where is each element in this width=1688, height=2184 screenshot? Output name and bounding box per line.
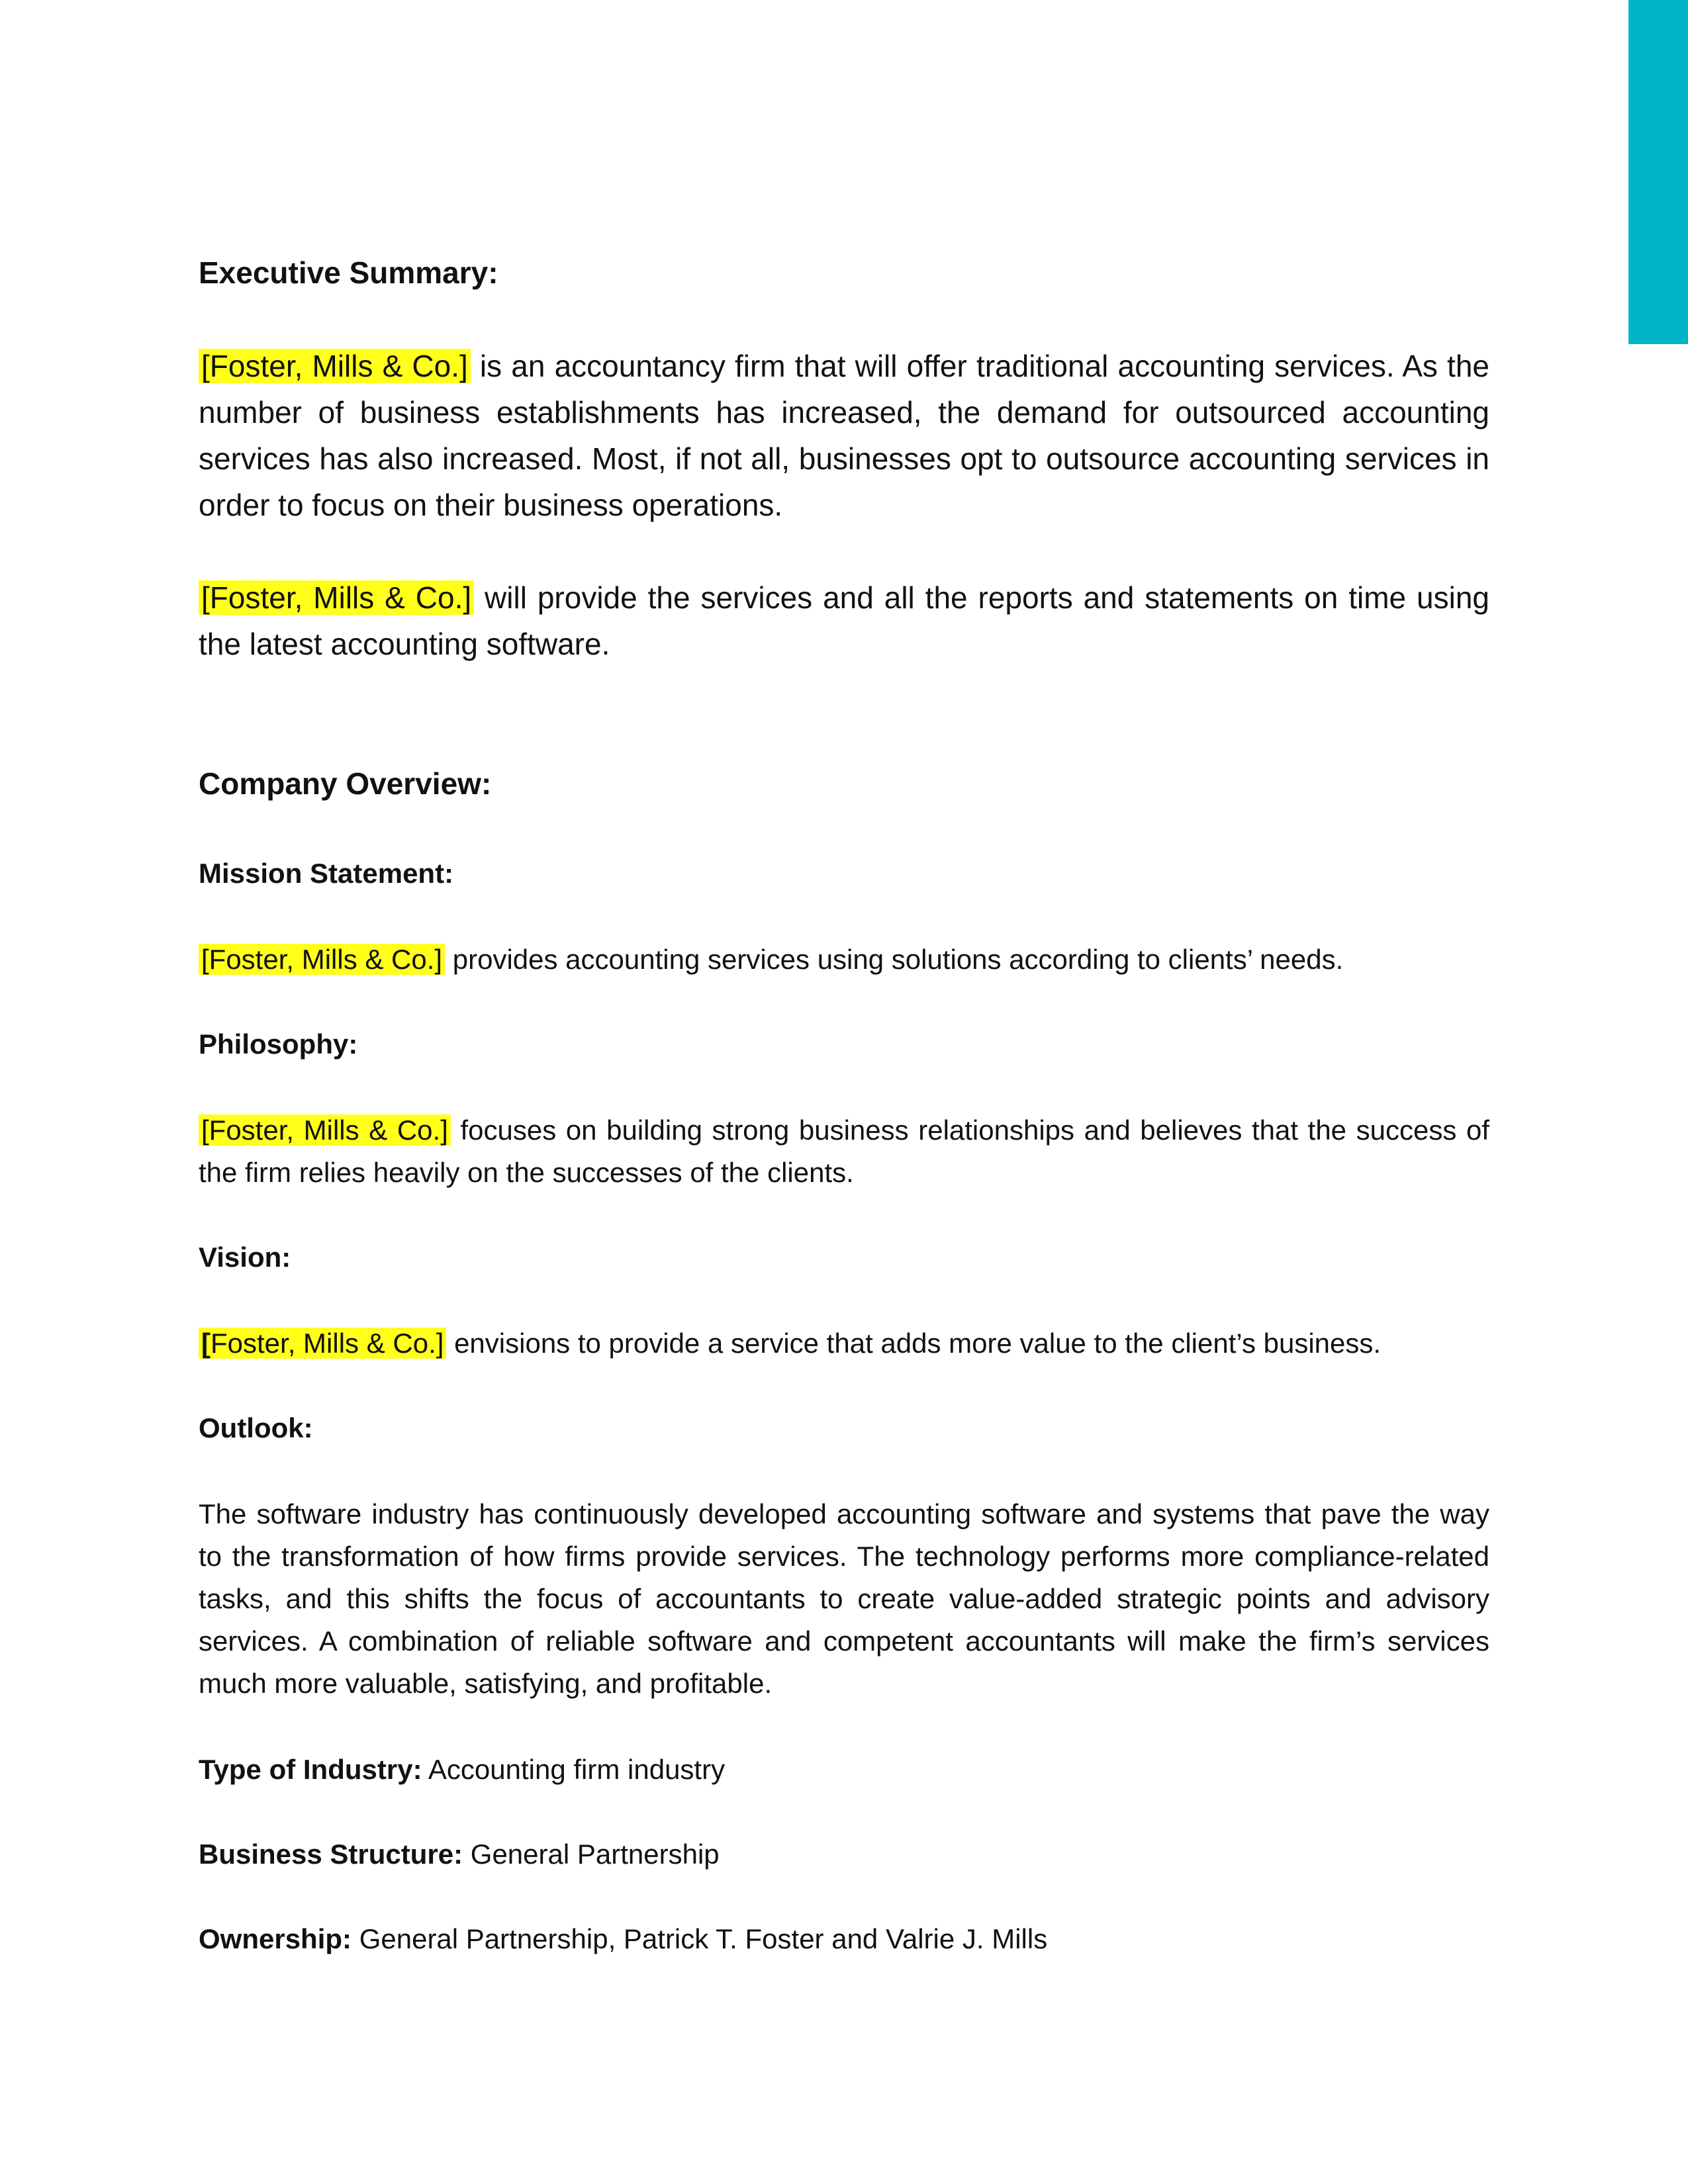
philosophy-paragraph xyxy=(199,1109,1489,1194)
business-structure-line xyxy=(199,1833,1489,1876)
company-name-highlight: [Foster, Mills & Co.] xyxy=(199,349,471,383)
paragraph-text: provides accounting services using solutions according to clients’ needs. xyxy=(445,944,1344,975)
ownership-label: Ownership: xyxy=(199,1923,352,1954)
paragraph-text: focuses on building strong business relationships and believes that the success of the firm relies heavily on the successes of the clients. xyxy=(199,1115,1489,1188)
ownership-line xyxy=(199,1918,1489,1960)
company-name-highlight: [Foster, Mills & Co.] xyxy=(199,944,445,975)
company-overview-heading: Company Overview: xyxy=(199,766,492,801)
type-of-industry-line xyxy=(199,1749,1489,1791)
vision-paragraph xyxy=(199,1322,1489,1365)
type-of-industry-value: Accounting firm industry xyxy=(422,1754,726,1785)
accent-tab xyxy=(1628,0,1688,344)
mission-statement-paragraph xyxy=(199,938,1489,981)
outlook-heading: Outlook: xyxy=(199,1412,313,1443)
outlook-paragraph: The software industry has continuously developed accounting software and systems that pave the way to the transformation of how firms provide services. The technology performs more compliance-related tasks, and this shifts the focus of accountants to create value-added strategic points and advisory services. A combination of reliable software and competent accountants will make the firm’s services much more valuable, satisfying, and profitable. xyxy=(199,1498,1489,1699)
executive-summary-paragraph-2 xyxy=(199,574,1489,667)
philosophy-heading: Philosophy: xyxy=(199,1028,358,1060)
paragraph-text: will provide the services and all the reports and statements on time using the latest accounting software. xyxy=(199,580,1490,661)
paragraph-text: envisions to provide a service that adds more value to the client’s business. xyxy=(446,1328,1382,1359)
business-structure-value: General Partnership xyxy=(463,1839,720,1870)
company-name-highlight: [Foster, Mills & Co.] xyxy=(199,1115,451,1146)
company-name-highlight xyxy=(199,1328,446,1359)
vision-heading: Vision: xyxy=(199,1242,291,1273)
type-of-industry-label: Type of Industry: xyxy=(199,1754,422,1785)
paragraph-text: is an accountancy firm that will offer traditional accounting services. As the number of business establishments has increased, the demand for outsourced accounting services has also increased. Most, if not all, businesses opt to outsource accounting services in order to focus on their business operations. xyxy=(199,349,1489,522)
mission-statement-heading: Mission Statement: xyxy=(199,858,454,889)
company-name-highlight: [Foster, Mills & Co.] xyxy=(199,580,474,615)
business-structure-label: Business Structure: xyxy=(199,1839,463,1870)
executive-summary-paragraph-1 xyxy=(199,343,1489,528)
ownership-value: General Partnership, Patrick T. Foster and Valrie J. Mills xyxy=(352,1923,1048,1954)
bracket-bold: [ xyxy=(201,1328,211,1359)
executive-summary-heading: Executive Summary: xyxy=(199,255,498,290)
company-name: Foster, Mills & Co.] xyxy=(211,1328,444,1359)
